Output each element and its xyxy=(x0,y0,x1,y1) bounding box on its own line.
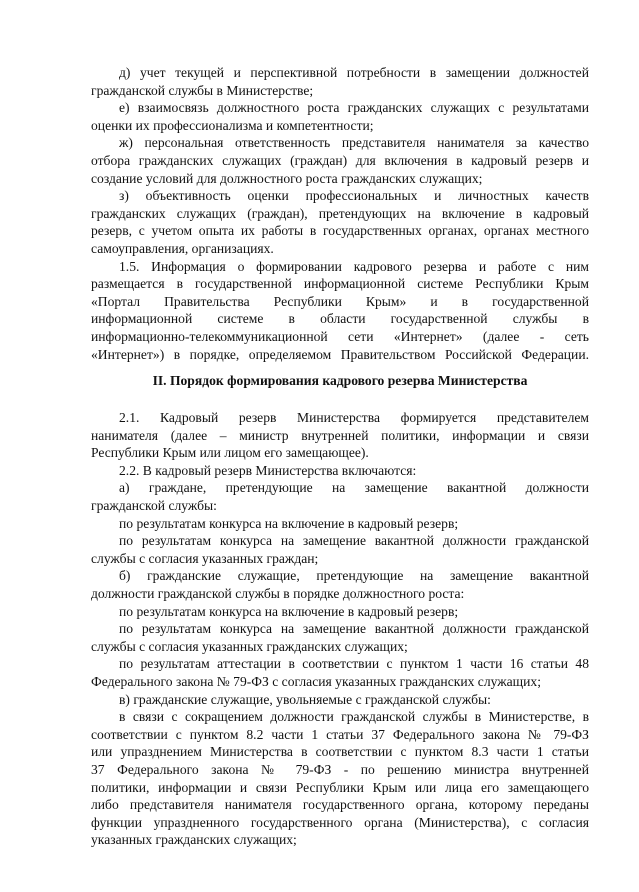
body-text-line: информационно-телекоммуникационной сети «Интернет» (далее - сеть xyxy=(91,329,589,344)
body-text-line: Республики Крым или лицом его замещающее). xyxy=(91,445,369,461)
body-text-line: 2.1. Кадровый резерв Министерства формируется представителем xyxy=(119,410,589,425)
body-text-line: резерв, с учетом опыта их работы в государственных органах, органах местного xyxy=(91,223,589,239)
body-text-line: а) граждане, претендующие на замещение вакантной должности xyxy=(119,480,589,496)
body-text-line: информационной системе в области государственной службы в xyxy=(91,311,589,327)
body-text-line: ж) персональная ответственность представителя нанимателя за качество xyxy=(119,135,589,151)
body-text-line: гражданской службы: xyxy=(91,498,217,513)
body-text-line: нанимателя (далее – министр внутренней политики, информации и связи xyxy=(91,427,589,443)
body-text-line: политики, информации и связи Республики Крым или лица его замещающего xyxy=(91,779,589,795)
body-text-line: в) гражданские служащие, увольняемые с гражданской службы: xyxy=(119,691,491,707)
body-text-line: б) гражданские служащие, претендующие на замещение вакантной xyxy=(119,568,589,584)
body-text-line: функции упраздненного государственного органа (Министерства), с согласия xyxy=(91,814,589,830)
body-text-line: «Портал Правительства Республики Крым» и в государственной xyxy=(91,293,589,309)
body-text-line: з) объективность оценки профессиональных и личностных качеств xyxy=(119,188,589,204)
body-text-line: службы с согласия указанных гражданских служащих; xyxy=(91,638,408,654)
body-text-line: или упразднением Министерства в соответствии с пунктом 8.3 части 1 статьи xyxy=(91,744,589,760)
body-text-line: указанных гражданских служащих; xyxy=(91,832,297,848)
body-text-line: гражданских служащих (граждан), претендующих на включение в кадровый xyxy=(91,205,589,221)
body-text-line: по результатам конкурса на включение в кадровый резерв; xyxy=(119,603,459,619)
body-text-line: по результатам конкурса на включение в кадровый резерв; xyxy=(119,515,459,531)
body-text-line: по результатам аттестации в соответствии с пунктом 1 части 16 статьи 48 xyxy=(119,656,589,672)
body-text-line: службы с согласия указанных граждан; xyxy=(91,550,319,566)
body-text-line: соответствии с пунктом 8.2 части 1 статьи 37 Федерального закона № 79-ФЗ xyxy=(91,726,589,742)
body-text-line: должности гражданской службы в порядке должностного роста: xyxy=(91,586,465,601)
section-heading: II. Порядок формирования кадрового резерва Министерства xyxy=(152,373,528,389)
body-text-line: оценки их профессионализма и компетентности; xyxy=(91,117,374,133)
body-text-line: либо представителя нанимателя государственного органа, которому переданы xyxy=(91,797,589,813)
body-text-line: гражданской службы в Министерстве; xyxy=(91,82,314,98)
body-text-line: Федерального закона № 79-ФЗ с согласия указанных гражданских служащих; xyxy=(91,674,541,689)
body-text-line: отбора гражданских служащих (граждан) для включения в кадровый резерв и xyxy=(91,153,589,168)
body-text-line: создание условий для должностного роста гражданских служащих; xyxy=(91,170,483,186)
body-text-line: по результатам конкурса на замещение вакантной должности гражданской xyxy=(119,621,589,637)
body-text-line: 1.5. Информация о формировании кадрового резерва и работе с ним xyxy=(119,258,589,274)
body-text-line: 37 Федерального закона № 79-ФЗ - по решению министра внутренней xyxy=(91,762,589,777)
body-text-line: «Интернет») в порядке, определяемом Правительством Российской Федерации. xyxy=(91,346,589,362)
body-text-line: е) взаимосвязь должностного роста гражданских служащих с результатами xyxy=(119,100,589,116)
body-text-line: по результатам конкурса на замещение вакантной должности гражданской xyxy=(119,533,589,549)
body-text-line: в связи с сокращением должности гражданской службы в Министерстве, в xyxy=(119,709,589,725)
body-text-line: самоуправления, организациях. xyxy=(91,241,274,256)
body-text-line: д) учет текущей и перспективной потребности в замещении должностей xyxy=(119,65,589,80)
body-text-line: размещается в государственной информационной системе Республики Крым xyxy=(91,276,589,292)
body-text-line: 2.2. В кадровый резерв Министерства включаются: xyxy=(119,462,417,478)
